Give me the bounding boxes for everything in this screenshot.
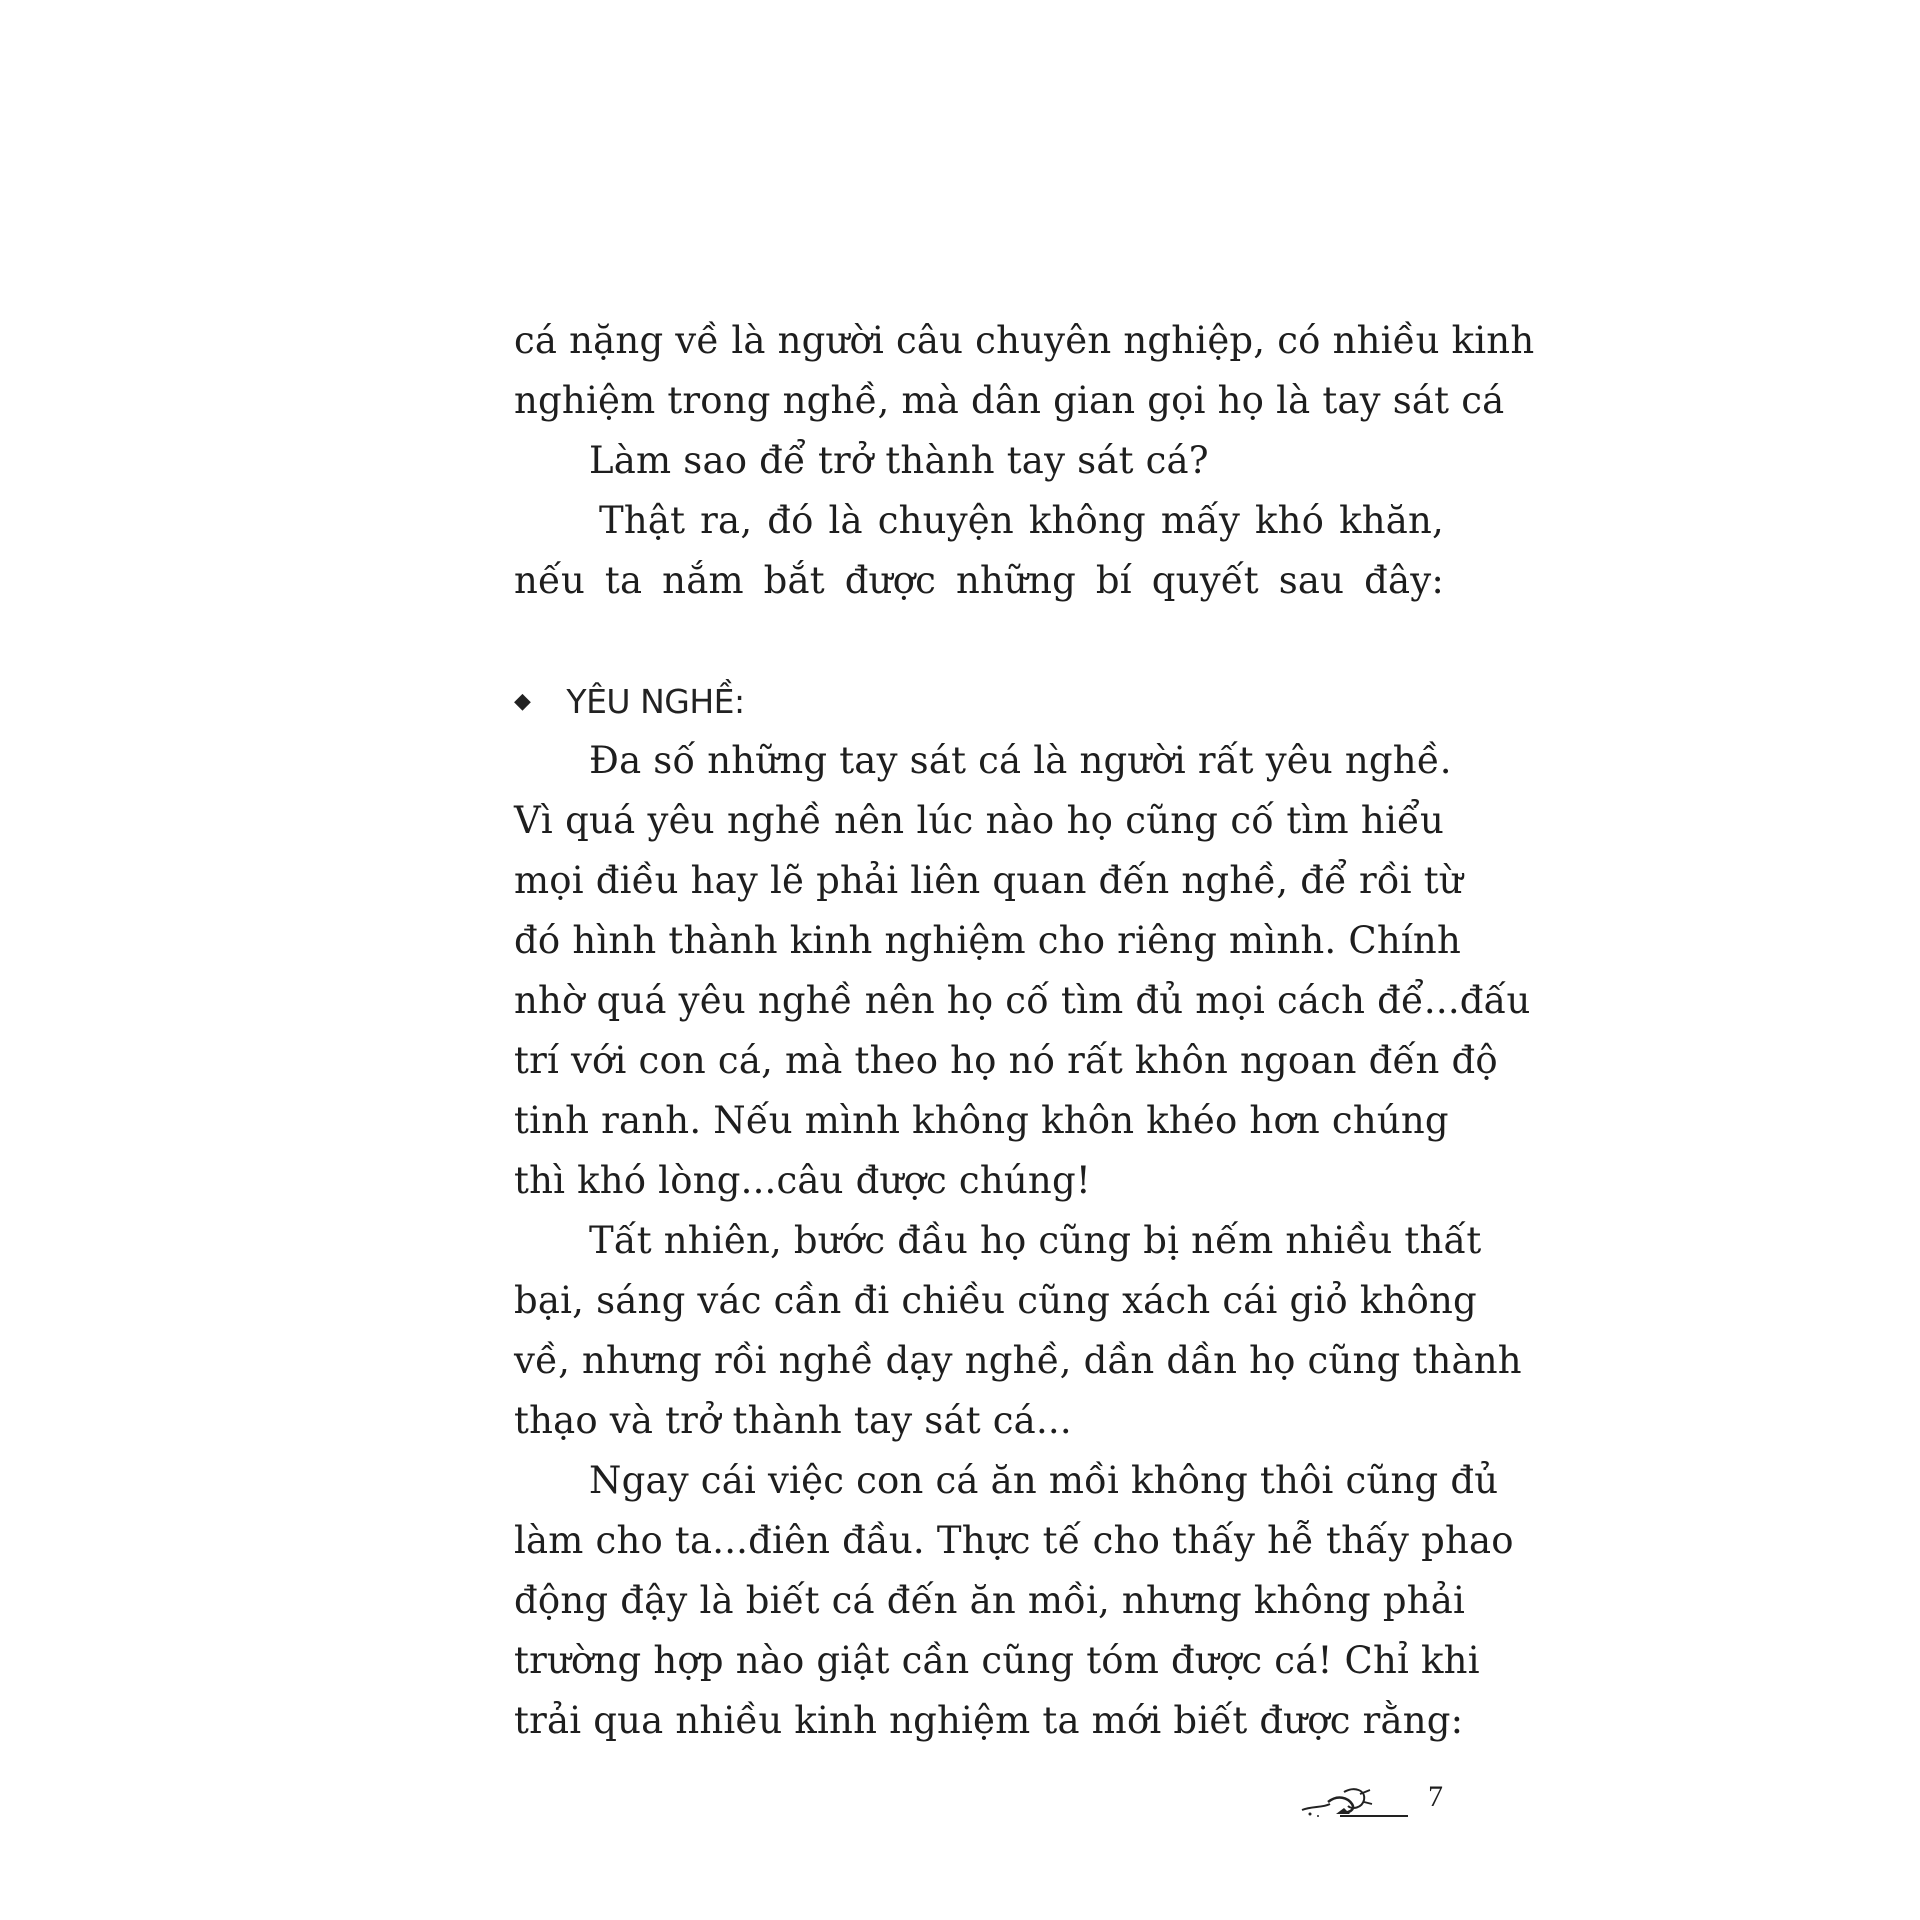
- text-line: thì khó lòng...câu được chúng!: [514, 1159, 1091, 1202]
- text-line: Tất nhiên, bước đầu họ cũng bị nếm nhiều thất: [589, 1219, 1482, 1262]
- text-line: về, nhưng rồi nghề dạy nghề, dần dần họ cũng thành: [514, 1339, 1522, 1382]
- section-heading-text: YÊU NGHỀ:: [566, 682, 745, 721]
- text-line: làm cho ta...điên đầu. Thực tế cho thấy hễ thấy phao: [514, 1519, 1514, 1562]
- text-line: thạo và trở thành tay sát cá...: [514, 1399, 1072, 1442]
- text-line: trường hợp nào giật cần cũng tóm được cá! Chỉ khi: [514, 1639, 1480, 1682]
- text-line: Làm sao để trở thành tay sát cá?: [589, 439, 1209, 482]
- page-footer: [1300, 1780, 1450, 1830]
- text-line: bại, sáng vác cần đi chiều cũng xách cái giỏ không: [514, 1279, 1477, 1322]
- text-line: đó hình thành kinh nghiệm cho riêng mình. Chính: [514, 919, 1461, 962]
- text-line: mọi điều hay lẽ phải liên quan đến nghề, để rồi từ: [514, 859, 1463, 902]
- diamond-bullet-icon: ◆: [514, 688, 531, 714]
- text-line: Vì quá yêu nghề nên lúc nào họ cũng cố tìm hiểu: [514, 799, 1444, 842]
- text-line: Thật ra, đó là chuyện không mấy khó khăn,: [599, 499, 1444, 542]
- text-line: động đậy là biết cá đến ăn mồi, nhưng không phải: [514, 1579, 1466, 1622]
- text-line: nếu ta nắm bắt được những bí quyết sau đây:: [514, 559, 1444, 602]
- text-line: Ngay cái việc con cá ăn mồi không thôi cũng đủ: [589, 1459, 1499, 1502]
- text-line: nghiệm trong nghề, mà dân gian gọi họ là tay sát cá: [514, 379, 1505, 422]
- text-line: nhờ quá yêu nghề nên họ cố tìm đủ mọi cách để...đấu: [514, 979, 1531, 1022]
- text-line: cá nặng về là người câu chuyên nghiệp, có nhiều kinh: [514, 319, 1535, 362]
- section-heading: [514, 682, 745, 721]
- page-number: 7: [1428, 1780, 1443, 1813]
- text-line: trải qua nhiều kinh nghiệm ta mới biết được rằng:: [514, 1699, 1464, 1742]
- text-line: trí với con cá, mà theo họ nó rất khôn ngoan đến độ: [514, 1039, 1498, 1082]
- text-line: tinh ranh. Nếu mình không khôn khéo hơn chúng: [514, 1099, 1449, 1142]
- text-line: Đa số những tay sát cá là người rất yêu nghề.: [589, 739, 1452, 782]
- fishing-ornament-icon: [1300, 1780, 1410, 1830]
